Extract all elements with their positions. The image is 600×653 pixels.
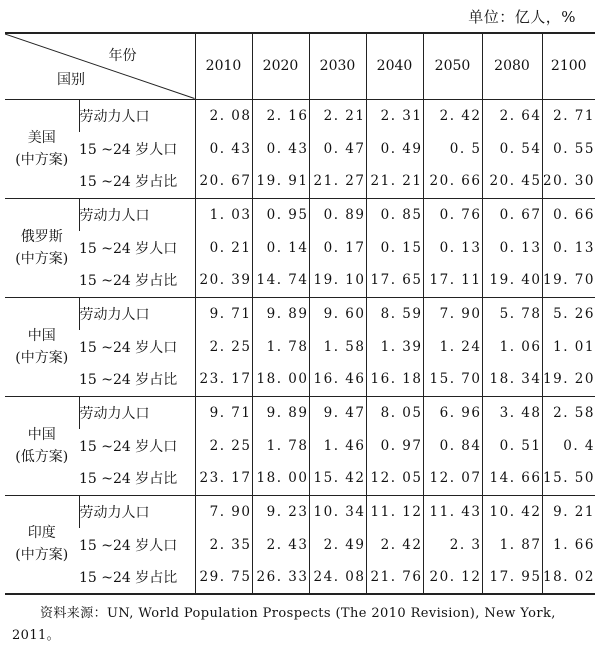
value-cell: 16. 18	[366, 363, 423, 396]
value-cell: 0. 89	[309, 198, 366, 231]
value-cell: 23. 17	[195, 462, 252, 495]
value-cell: 2. 71	[542, 99, 595, 132]
table-row	[5, 330, 595, 363]
indicator-label: 劳动力人口	[79, 198, 195, 231]
country-name: 美国	[27, 129, 56, 146]
table-row	[5, 561, 595, 594]
value-cell: 23. 17	[195, 363, 252, 396]
value-cell: 21. 27	[309, 165, 366, 198]
value-cell: 0. 43	[252, 132, 309, 165]
value-cell: 5. 78	[482, 297, 542, 330]
value-cell: 9. 23	[252, 495, 309, 528]
value-cell: 2. 35	[195, 528, 252, 561]
value-cell: 9. 71	[195, 297, 252, 330]
table-row	[5, 396, 595, 429]
value-cell: 1. 46	[309, 429, 366, 462]
table-row	[5, 231, 595, 264]
country-scenario: (低方案)	[15, 448, 69, 465]
value-cell: 0. 15	[366, 231, 423, 264]
value-cell: 19. 10	[309, 264, 366, 297]
year-header: 2010	[195, 33, 252, 99]
value-cell: 6. 96	[423, 396, 482, 429]
country-cell	[5, 99, 79, 198]
indicator-label: 劳动力人口	[79, 495, 195, 528]
country-cell	[5, 297, 79, 396]
value-cell: 2. 43	[252, 528, 309, 561]
population-table	[5, 32, 595, 595]
country-cell	[5, 198, 79, 297]
indicator-label: 劳动力人口	[79, 297, 195, 330]
value-cell: 19. 40	[482, 264, 542, 297]
value-cell: 12. 07	[423, 462, 482, 495]
indicator-label: 15 ~24 岁人口	[79, 537, 178, 554]
value-cell: 18. 00	[252, 363, 309, 396]
value-cell: 11. 43	[423, 495, 482, 528]
indicator-label: 15 ~24 岁人口	[79, 141, 178, 158]
value-cell: 20. 67	[195, 165, 252, 198]
value-cell: 7. 90	[423, 297, 482, 330]
value-cell: 8. 59	[366, 297, 423, 330]
value-cell: 19. 91	[252, 165, 309, 198]
value-cell: 0. 76	[423, 198, 482, 231]
value-cell: 0. 85	[366, 198, 423, 231]
value-cell: 14. 74	[252, 264, 309, 297]
value-cell: 10. 34	[309, 495, 366, 528]
value-cell: 16. 46	[309, 363, 366, 396]
value-cell: 2. 3	[423, 528, 482, 561]
value-cell: 20. 45	[482, 165, 542, 198]
value-cell: 1. 78	[252, 429, 309, 462]
value-cell: 0. 43	[195, 132, 252, 165]
table-body	[5, 99, 595, 594]
value-cell: 19. 70	[542, 264, 595, 297]
value-cell: 20. 12	[423, 561, 482, 594]
value-cell: 2. 64	[482, 99, 542, 132]
value-cell: 17. 95	[482, 561, 542, 594]
value-cell: 9. 89	[252, 297, 309, 330]
indicator-label: 劳动力人口	[79, 99, 195, 132]
year-header: 2030	[309, 33, 366, 99]
value-cell: 2. 42	[423, 99, 482, 132]
value-cell: 0. 95	[252, 198, 309, 231]
indicator-label: 15 ~24 岁占比	[79, 165, 195, 198]
country-scenario: (中方案)	[15, 349, 69, 366]
indicator-label: 15 ~24 岁占比	[79, 363, 195, 396]
value-cell: 21. 21	[366, 165, 423, 198]
value-cell: 1. 58	[309, 330, 366, 363]
table-row	[5, 363, 595, 396]
country-scenario: (中方案)	[15, 547, 69, 564]
source-note: 资料来源：UN, World Population Prospects (The 2010 Revision), New York, 2011。	[12, 606, 556, 643]
value-cell: 0. 4	[542, 429, 595, 462]
value-cell: 20. 66	[423, 165, 482, 198]
value-cell: 0. 67	[482, 198, 542, 231]
value-cell: 0. 5	[423, 132, 482, 165]
indicator-label: 15 ~24 岁占比	[79, 561, 195, 594]
indicator-label: 15 ~24 岁人口	[79, 339, 178, 356]
indicator-label: 15 ~24 岁占比	[79, 264, 195, 297]
value-cell: 21. 76	[366, 561, 423, 594]
value-cell: 24. 08	[309, 561, 366, 594]
value-cell: 1. 78	[252, 330, 309, 363]
table-row	[5, 528, 595, 561]
value-cell: 9. 21	[542, 495, 595, 528]
value-cell: 18. 02	[542, 561, 595, 594]
value-cell: 7. 90	[195, 495, 252, 528]
value-cell: 1. 39	[366, 330, 423, 363]
value-cell: 20. 30	[542, 165, 595, 198]
table-row	[5, 429, 595, 462]
value-cell: 1. 24	[423, 330, 482, 363]
year-header: 2040	[366, 33, 423, 99]
value-cell: 2. 58	[542, 396, 595, 429]
value-cell: 1. 03	[195, 198, 252, 231]
value-cell: 9. 60	[309, 297, 366, 330]
value-cell: 9. 47	[309, 396, 366, 429]
value-cell: 2. 08	[195, 99, 252, 132]
year-header: 2080	[482, 33, 542, 99]
country-name: 中国	[27, 426, 56, 443]
indicator-label: 劳动力人口	[79, 396, 195, 429]
value-cell: 0. 47	[309, 132, 366, 165]
table-row	[5, 264, 595, 297]
value-cell: 26. 33	[252, 561, 309, 594]
diagonal-line	[5, 34, 195, 99]
table-row	[5, 297, 595, 330]
value-cell: 2. 42	[366, 528, 423, 561]
year-header: 2050	[423, 33, 482, 99]
value-cell: 2. 21	[309, 99, 366, 132]
value-cell: 18. 34	[482, 363, 542, 396]
value-cell: 12. 05	[366, 462, 423, 495]
value-cell: 15. 50	[542, 462, 595, 495]
table-row	[5, 165, 595, 198]
value-cell: 0. 13	[542, 231, 595, 264]
value-cell: 11. 12	[366, 495, 423, 528]
value-cell: 0. 17	[309, 231, 366, 264]
table-row	[5, 462, 595, 495]
value-cell: 19. 20	[542, 363, 595, 396]
value-cell: 0. 13	[423, 231, 482, 264]
value-cell: 17. 11	[423, 264, 482, 297]
indicator-label: 15 ~24 岁占比	[79, 462, 195, 495]
value-cell: 29. 75	[195, 561, 252, 594]
indicator-label: 15 ~24 岁人口	[79, 438, 178, 455]
value-cell: 20. 39	[195, 264, 252, 297]
country-name: 印度	[27, 525, 56, 542]
value-cell: 0. 84	[423, 429, 482, 462]
value-cell: 0. 54	[482, 132, 542, 165]
country-cell	[5, 495, 79, 594]
table-row	[5, 198, 595, 231]
value-cell: 2. 16	[252, 99, 309, 132]
diagonal-header-cell	[5, 33, 195, 99]
value-cell: 0. 49	[366, 132, 423, 165]
value-cell: 0. 97	[366, 429, 423, 462]
table-row	[5, 99, 595, 132]
value-cell: 1. 87	[482, 528, 542, 561]
value-cell: 17. 65	[366, 264, 423, 297]
country-scenario: (中方案)	[15, 250, 69, 267]
country-name: 俄罗斯	[20, 228, 63, 245]
country-name: 中国	[27, 327, 56, 344]
value-cell: 0. 51	[482, 429, 542, 462]
value-cell: 2. 25	[195, 429, 252, 462]
year-header: 2020	[252, 33, 309, 99]
value-cell: 0. 55	[542, 132, 595, 165]
value-cell: 1. 06	[482, 330, 542, 363]
value-cell: 14. 66	[482, 462, 542, 495]
value-cell: 8. 05	[366, 396, 423, 429]
value-cell: 18. 00	[252, 462, 309, 495]
value-cell: 9. 71	[195, 396, 252, 429]
value-cell: 2. 49	[309, 528, 366, 561]
value-cell: 9. 89	[252, 396, 309, 429]
value-cell: 0. 13	[482, 231, 542, 264]
value-cell: 5. 26	[542, 297, 595, 330]
country-scenario: (中方案)	[15, 151, 69, 168]
value-cell: 1. 66	[542, 528, 595, 561]
unit-label: 单位：亿人，%	[468, 8, 576, 26]
value-cell: 1. 01	[542, 330, 595, 363]
value-cell: 3. 48	[482, 396, 542, 429]
value-cell: 2. 31	[366, 99, 423, 132]
year-header: 2100	[542, 33, 595, 99]
value-cell: 2. 25	[195, 330, 252, 363]
header-row	[5, 33, 595, 99]
country-cell	[5, 396, 79, 495]
table-row	[5, 495, 595, 528]
value-cell: 0. 14	[252, 231, 309, 264]
value-cell: 15. 42	[309, 462, 366, 495]
value-cell: 0. 21	[195, 231, 252, 264]
indicator-label: 15 ~24 岁人口	[79, 240, 178, 257]
value-cell: 10. 42	[482, 495, 542, 528]
year-header-label: 年份	[108, 48, 137, 64]
table-row	[5, 132, 595, 165]
value-cell: 15. 70	[423, 363, 482, 396]
value-cell: 0. 66	[542, 198, 595, 231]
country-header-label: 国别	[57, 71, 85, 88]
